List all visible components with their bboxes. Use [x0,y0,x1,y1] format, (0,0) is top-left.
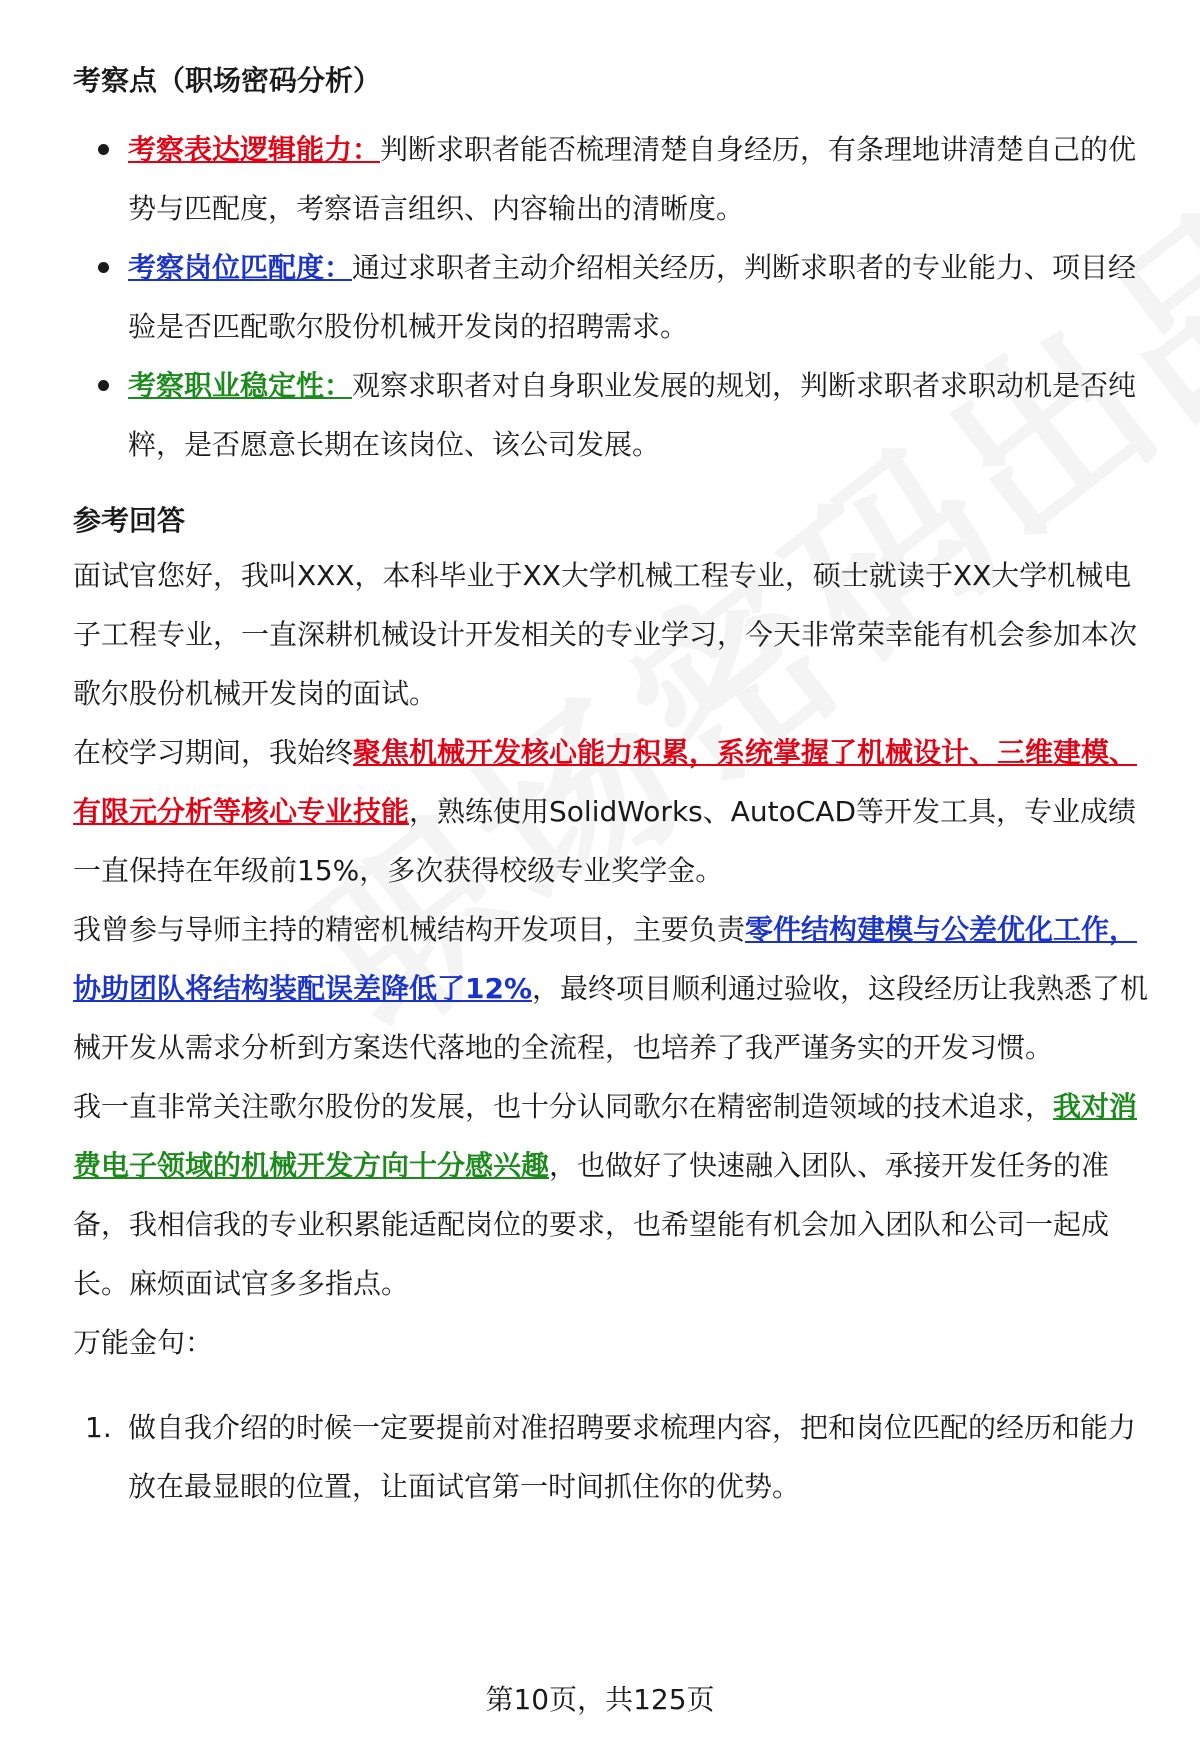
list-item [73,356,1153,474]
bullet-text: 观察求职者对自身职业发展的规划，判断求职者求职动机是否纯粹，是否愿意长期在该岗位、该公司发展。 [128,369,1137,461]
list-item [73,238,1153,356]
answer-paragraph-motivation [73,1077,1153,1313]
paragraph-text: 在校学习期间，我始终 [73,736,354,769]
paragraph-text: 我一直非常关注歌尔股份的发展，也十分认同歌尔在精密制造领域的技术追求， [73,1090,1054,1123]
answer-paragraph-study [73,723,1153,900]
bullet-icon [98,144,109,155]
golden-sentence-list [73,1398,1153,1516]
highlight-blue: 零件结构建模与公差优化工作，协助团队将结构装配误差降低了12% [73,913,1138,1005]
answer-paragraph-project [73,900,1153,1077]
paragraph-text: 我曾参与导师主持的精密机械结构开发项目，主要负责 [73,913,746,946]
bullet-title: 考察职业稳定性： [128,369,353,402]
bullet-icon [98,262,109,273]
paragraph-text: ，也做好了快速融入团队、承接开发任务的准备，我相信我的专业积累能适配岗位的要求，也希望能有机会加入团队和公司一起成长。麻烦面试官多多指点。 [73,1149,1110,1300]
section-heading-reference-answer: 参考回答 [73,504,186,537]
highlight-red: 聚焦机械开发核心能力积累，系统掌握了机械设计、三维建模、有限元分析等核心专业技能 [73,736,1138,828]
list-item-text: 做自我介绍的时候一定要提前对准招聘要求梳理内容，把和岗位匹配的经历和能力放在最显眼的位置，让面试官第一时间抓住你的优势。 [128,1411,1137,1503]
page-content [73,56,1153,1516]
section-heading-exam-points: 考察点（职场密码分析） [73,64,382,97]
page-footer: 第10页，共125页 [485,1683,715,1716]
list-item [73,120,1153,238]
bullet-text: 通过求职者主动介绍相关经历，判断求职者的专业能力、项目经验是否匹配歌尔股份机械开发岗的招聘需求。 [128,251,1137,343]
bullet-title: 考察表达逻辑能力： [128,133,381,166]
answer-paragraph-intro: 面试官您好，我叫XXX，本科毕业于XX大学机械工程专业，硕士就读于XX大学机械电子工程专业，一直深耕机械设计开发相关的专业学习，今天非常荣幸能有机会参加本次歌尔股份机械开发岗的面试。 [73,559,1138,710]
bullet-icon [98,380,109,391]
paragraph-text: ，最终项目顺利通过验收，这段经历让我熟悉了机械开发从需求分析到方案迭代落地的全流程，也培养了我严谨务实的开发习惯。 [73,972,1149,1064]
highlight-green: 我对消费电子领域的机械开发方向十分感兴趣 [73,1090,1138,1182]
bullet-title: 考察岗位匹配度： [128,251,353,284]
golden-sentence-label: 万能金句： [73,1326,214,1359]
bullet-text: 判断求职者能否梳理清楚自身经历，有条理地讲清楚自己的优势与匹配度，考察语言组织、内容输出的清晰度。 [128,133,1137,225]
paragraph-text: ，熟练使用SolidWorks、AutoCAD等开发工具，专业成绩一直保持在年级前15%，多次获得校级专业奖学金。 [73,795,1137,887]
list-item [73,1398,1153,1516]
list-number: 1. [85,1411,112,1444]
exam-points-list [73,120,1153,474]
